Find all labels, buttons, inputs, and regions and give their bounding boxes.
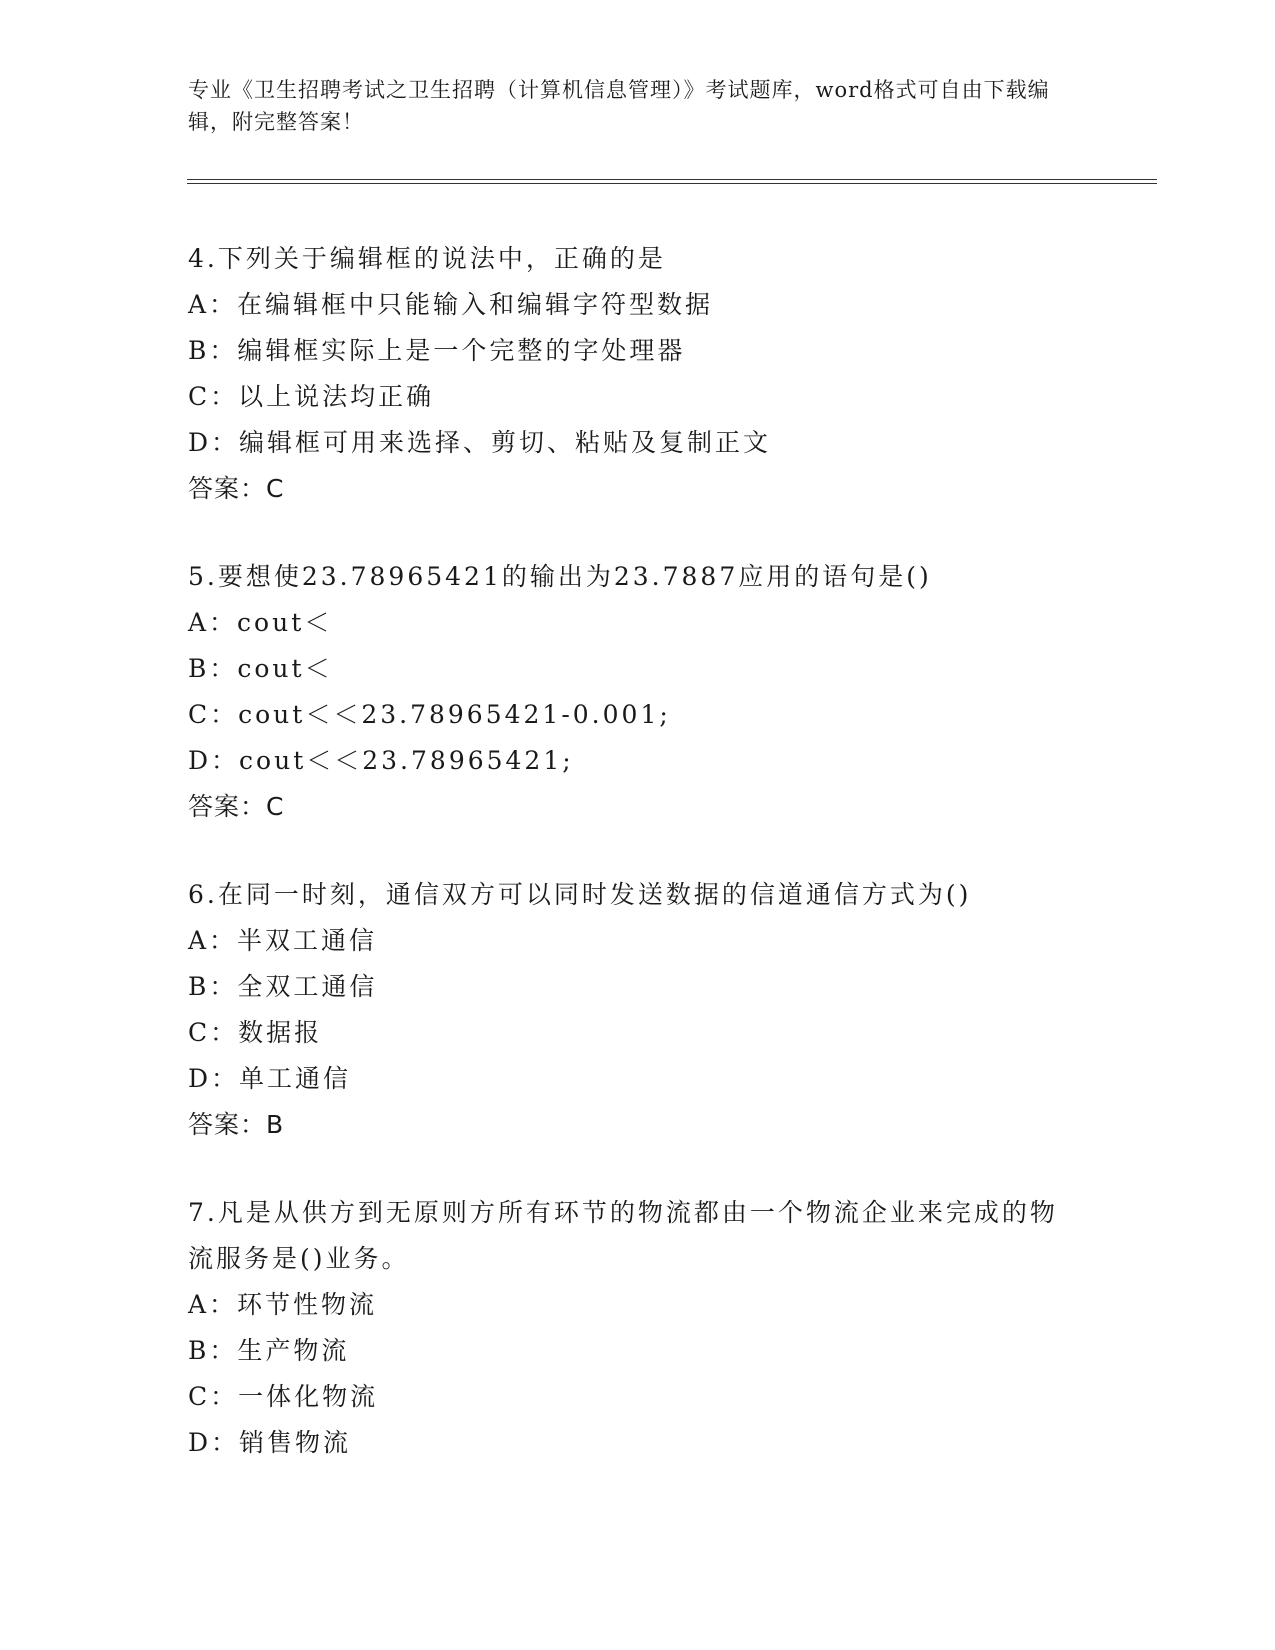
option-d: D：单工通信 (188, 1064, 352, 1093)
question-6 (188, 872, 1088, 1148)
option-b: B：全双工通信 (188, 972, 378, 1001)
option-b: B：cout＜ (188, 654, 333, 683)
option-c: C：以上说法均正确 (188, 382, 435, 411)
option-a: A：半双工通信 (188, 926, 378, 955)
option-b: B：生产物流 (188, 1336, 350, 1365)
option-d: D：销售物流 (188, 1428, 352, 1457)
answer: 答案：B (188, 1110, 285, 1139)
question-4 (188, 236, 1088, 512)
option-a: A：在编辑框中只能输入和编辑字符型数据 (188, 290, 714, 319)
option-c: C：一体化物流 (188, 1382, 379, 1411)
option-c: C：数据报 (188, 1018, 323, 1047)
question-stem: 5.要想使23.78965421的输出为23.7887应用的语句是() (188, 562, 932, 591)
header-rule-bottom (187, 183, 1157, 184)
question-stem: 6.在同一时刻，通信双方可以同时发送数据的信道通信方式为() (188, 880, 972, 909)
question-7 (188, 1190, 1088, 1466)
question-stem: 4.下列关于编辑框的说法中，正确的是 (188, 244, 666, 273)
option-d: D：cout＜＜23.78965421; (188, 746, 574, 775)
question-5 (188, 554, 1088, 830)
answer: 答案：C (188, 474, 285, 503)
question-list (188, 236, 1088, 1508)
option-a: A：cout＜ (188, 608, 333, 637)
answer: 答案：C (188, 792, 285, 821)
header-text: 专业《卫生招聘考试之卫生招聘（计算机信息管理）》考试题库，word格式可自由下载编辑，附完整答案！ (188, 78, 1050, 134)
option-b: B：编辑框实际上是一个完整的字处理器 (188, 336, 686, 365)
question-stem: 7.凡是从供方到无原则方所有环节的物流都由一个物流企业来完成的物流服务是()业务。 (188, 1198, 1058, 1273)
option-c: C：cout＜＜23.78965421-0.001; (188, 700, 671, 729)
option-a: A：环节性物流 (188, 1290, 378, 1319)
document-header (188, 74, 1068, 138)
option-d: D：编辑框可用来选择、剪切、粘贴及复制正文 (188, 428, 772, 457)
header-rule-top (187, 179, 1157, 180)
